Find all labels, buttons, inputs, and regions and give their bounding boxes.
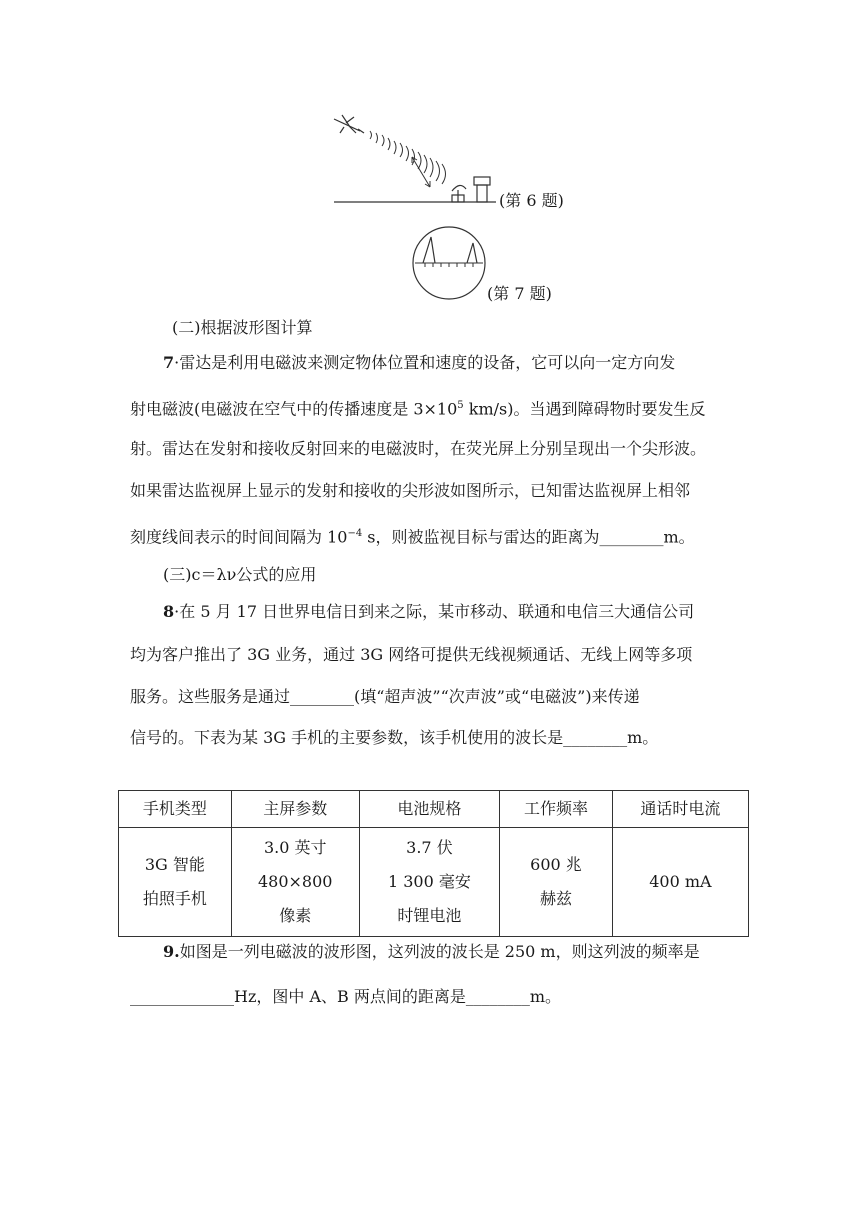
q7-line3: 射。雷达在发射和接收反射回来的电磁波时，在荧光屏上分别呈现出一个尖形波。: [130, 439, 707, 458]
q8-line3: 服务。这些服务是通过________(填“超声波”“次声波”或“电磁波”)来传递: [130, 687, 640, 706]
q8-line4: 信号的。下表为某 3G 手机的主要参数，该手机使用的波长是________m。: [130, 728, 659, 747]
table-cell-frequency: 600 兆 赫兹: [500, 828, 613, 937]
q8-number: 8: [163, 602, 175, 621]
table-cell-current: 400 mA: [612, 828, 748, 937]
airplane-icon: [334, 115, 364, 133]
q9-line1: 9.如图是一列电磁波的波形图，这列波的波长是 250 m，则这列波的频率是: [163, 942, 700, 961]
table-header-cell: 主屏参数: [231, 791, 359, 828]
control-tower-icon: [474, 177, 490, 202]
received-pulse: [467, 243, 477, 263]
table-cell-battery: 3.7 伏 1 300 毫安 时锂电池: [359, 828, 499, 937]
radar-dish-icon: [452, 185, 466, 202]
table-header-cell: 电池规格: [359, 791, 499, 828]
q7-line2: 射电磁波(电磁波在空气中的传播速度是 $3\times 10^5$ km/s)。当遇到障碍物时要发生反: [130, 399, 706, 419]
table-header-cell: 工作频率: [500, 791, 613, 828]
table-cell-phone-type: 3G 智能 拍照手机: [119, 828, 232, 937]
fig6-radar-illustration: [330, 105, 500, 205]
q8-line1: 8·在 5 月 17 日世界电信日到来之际，某市移动、联通和电信三大通信公司: [163, 602, 695, 621]
table-header-row: [119, 791, 749, 828]
emitted-pulse: [423, 237, 435, 263]
fig6-caption: (第 6 题): [499, 191, 564, 210]
section3-heading: (三)c＝λν公式的应用: [163, 565, 317, 584]
section2-heading: (二)根据波形图计算: [172, 318, 313, 337]
q8-line2: 均为客户推出了 3G 业务，通过 3G 网络可提供无线视频通话、无线上网等多项: [130, 645, 693, 664]
fig7-caption: (第 7 题): [487, 284, 552, 303]
radar-wave-arcs: [370, 131, 446, 184]
q7-line5: 刻度线间表示的时间间隔为 $10^{-4}$ s，则被监视目标与雷达的距离为________m。: [130, 527, 695, 547]
table-cell-screen: 3.0 英寸 480×800 像素: [231, 828, 359, 937]
fig7-radar-screen: [411, 225, 487, 301]
q9-number: 9.: [163, 942, 180, 961]
q9-line2: _____________Hz，图中 A、B 两点间的距离是________m。: [130, 987, 562, 1006]
table-row: [119, 828, 749, 937]
table-header-cell: 手机类型: [119, 791, 232, 828]
phone-parameters-table: [118, 790, 749, 937]
q7-line4: 如果雷达监视屏上显示的发射和接收的尖形波如图所示，已知雷达监视屏上相邻: [130, 481, 691, 500]
table-header-cell: 通话时电流: [612, 791, 748, 828]
q7-line1: 7·雷达是利用电磁波来测定物体位置和速度的设备，它可以向一定方向发: [163, 353, 676, 372]
q7-number: 7: [163, 353, 175, 372]
